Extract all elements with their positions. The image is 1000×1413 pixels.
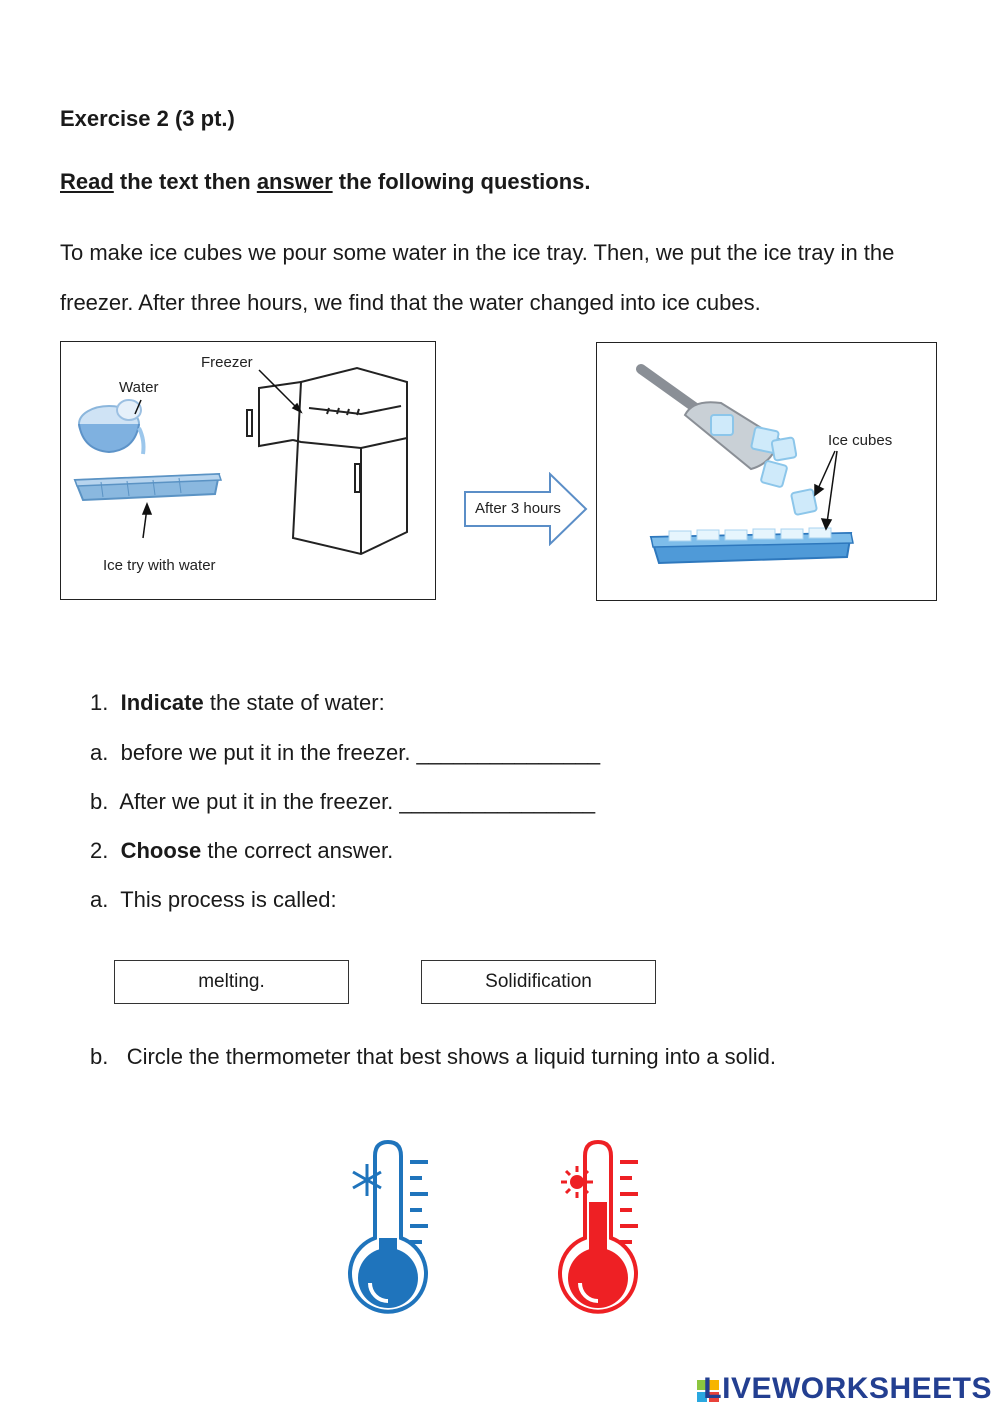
question-number: 2. [90, 838, 109, 863]
question-verb: Indicate [120, 690, 204, 715]
question-2a [90, 887, 337, 913]
ice-tray-icon [651, 528, 853, 563]
figure-before [60, 341, 436, 600]
question-letter: a. [90, 887, 109, 912]
after-arrow [464, 472, 588, 546]
choice-solidification[interactable]: Solidification [421, 960, 656, 1004]
question-1a [90, 740, 600, 766]
question-text: After we put it in the freezer. ________________ [119, 789, 596, 814]
liveworksheets-brand: LIVEWORKSHEETS [703, 1372, 992, 1405]
question-2b [90, 1044, 776, 1070]
instruction-read: Read [60, 169, 114, 194]
hot-thermometer-icon [550, 1138, 650, 1333]
fridge-icon [247, 368, 407, 554]
choice-melting[interactable]: melting. [114, 960, 349, 1004]
instruction-mid: the text then [113, 169, 257, 194]
question-text: before we put it in the freezer. _______________ [120, 740, 601, 765]
ice-cubes-illustration [597, 343, 936, 600]
instruction-end: the following questions. [332, 169, 591, 194]
water-pitcher-icon [79, 400, 144, 454]
reading-paragraph: To make ice cubes we pour some water in the ice tray. Then, we put the ice tray in the freezer. After three hours, we find that the water changed into ice cubes. [60, 240, 895, 315]
hot-thermometer[interactable] [550, 1138, 650, 1333]
question-verb: Choose [120, 838, 202, 863]
ice-tray-icon [75, 474, 221, 500]
question-2 [90, 838, 393, 864]
question-text: the correct answer. [201, 838, 394, 863]
figure-after [596, 342, 937, 601]
ice-cubes-label: Ice cubes [828, 432, 893, 449]
water-label: Water [119, 379, 159, 396]
ice-tray-label: Ice try with water [103, 557, 216, 574]
arrow-label: After 3 hours [475, 500, 561, 517]
question-text: This process is called: [120, 887, 337, 912]
instruction [60, 169, 591, 195]
question-text: the state of water: [203, 690, 385, 715]
ice-cube-icon [711, 415, 817, 515]
question-1 [90, 690, 385, 716]
question-text: Circle the thermometer that best shows a liquid turning into a solid. [126, 1044, 777, 1069]
freezer-label: Freezer [201, 354, 253, 371]
question-number: 1. [90, 690, 109, 715]
question-letter: b. [90, 789, 109, 814]
question-letter: a. [90, 740, 109, 765]
question-1b [90, 789, 595, 815]
cold-thermometer-icon [340, 1138, 440, 1333]
instruction-answer: answer [256, 169, 333, 194]
exercise-title: Exercise 2 (3 pt.) [60, 106, 235, 131]
cold-thermometer[interactable] [340, 1138, 440, 1333]
question-letter: b. [90, 1044, 109, 1069]
